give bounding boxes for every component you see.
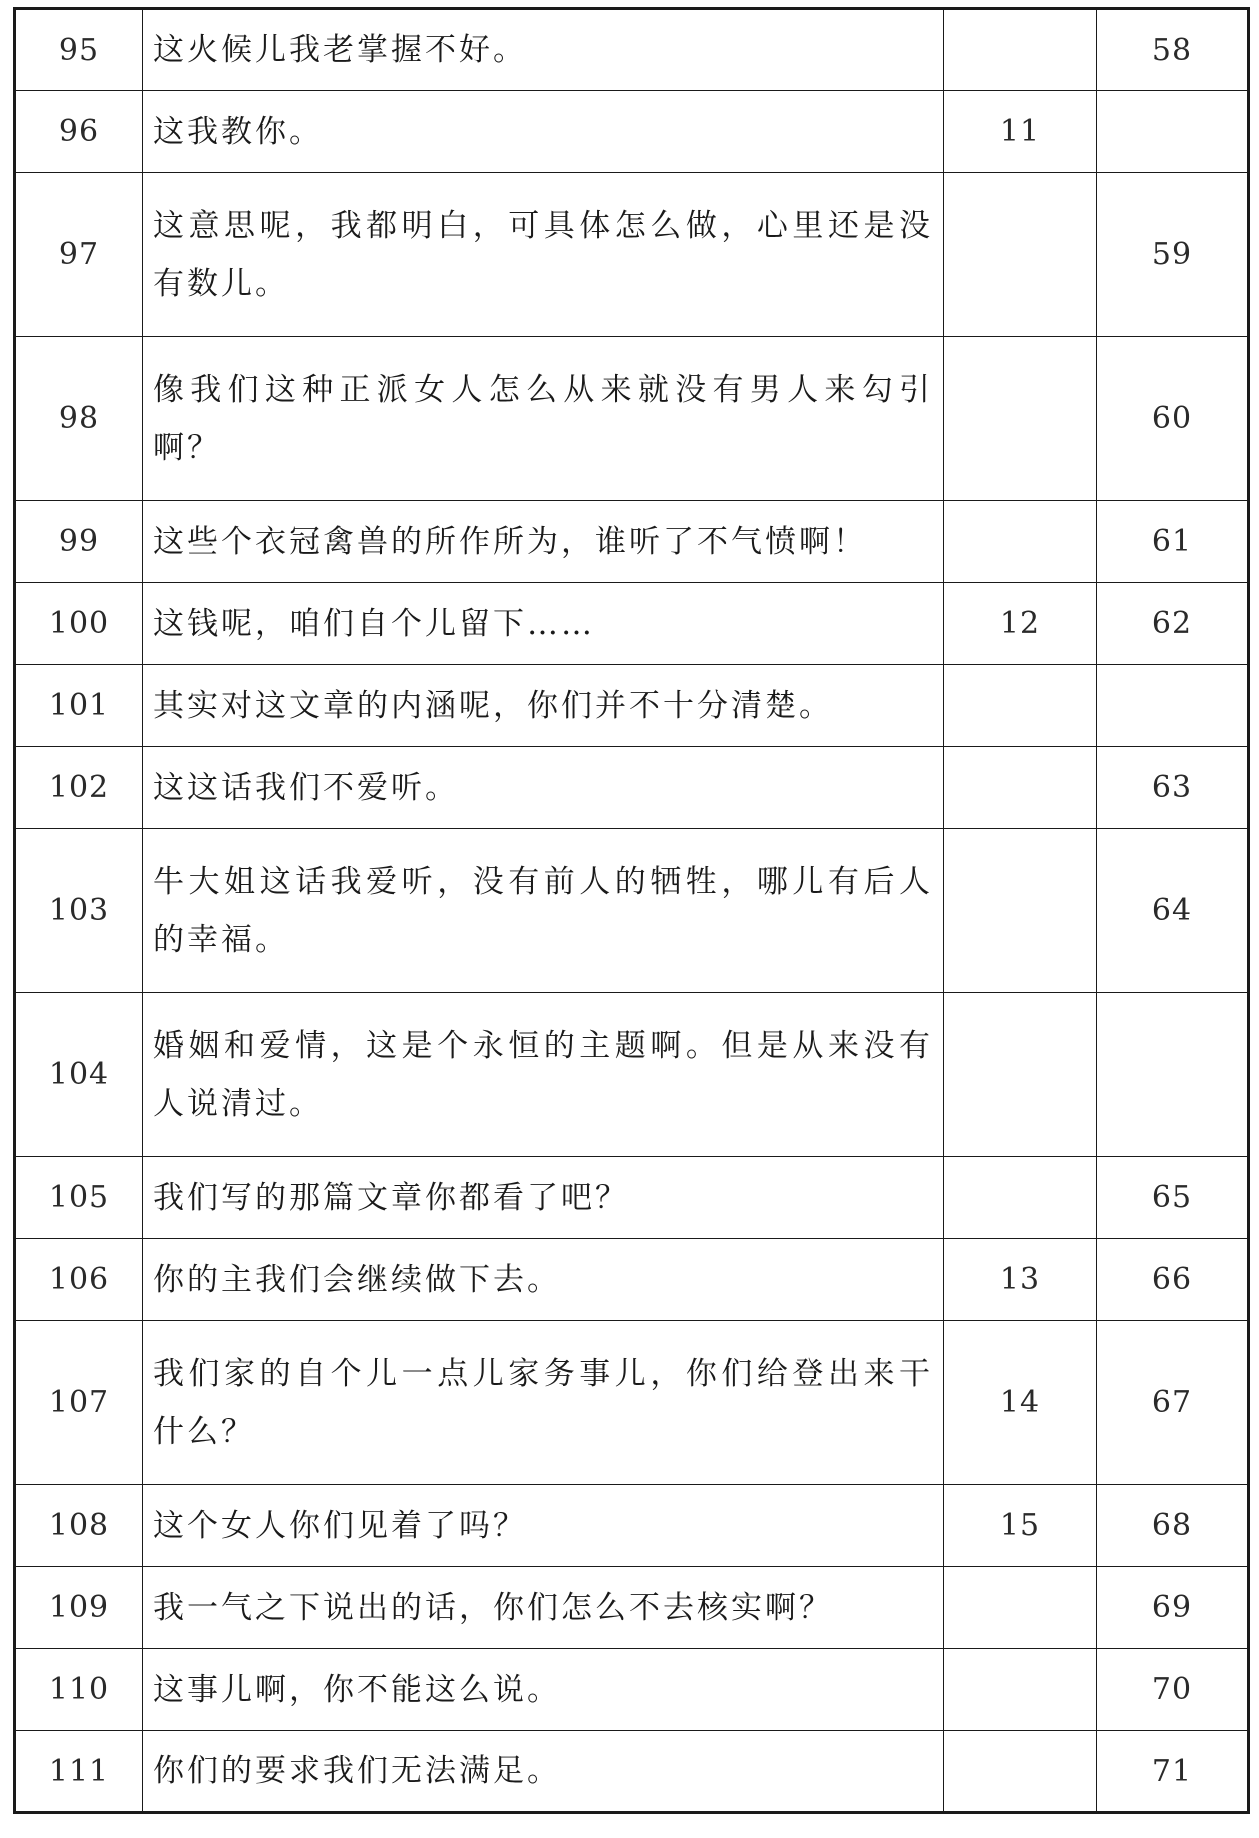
table-row bbox=[15, 665, 1249, 747]
row-value-b: 58 bbox=[1097, 9, 1249, 91]
row-value-a bbox=[944, 1157, 1097, 1239]
row-sentence: 我们写的那篇文章你都看了吧？ bbox=[143, 1157, 944, 1239]
row-sentence: 牛大姐这话我爱听，没有前人的牺牲，哪儿有后人的幸福。 bbox=[143, 829, 944, 993]
row-value-a bbox=[944, 1731, 1097, 1813]
row-sentence: 这些个衣冠禽兽的所作所为，谁听了不气愤啊！ bbox=[143, 501, 944, 583]
table-row bbox=[15, 337, 1249, 501]
row-sentence: 我一气之下说出的话，你们怎么不去核实啊？ bbox=[143, 1567, 944, 1649]
row-sentence: 这我教你。 bbox=[143, 91, 944, 173]
row-value-b: 59 bbox=[1097, 173, 1249, 337]
row-sentence: 这意思呢，我都明白，可具体怎么做，心里还是没有数儿。 bbox=[143, 173, 944, 337]
row-value-a bbox=[944, 993, 1097, 1157]
row-sentence: 这钱呢，咱们自个儿留下…… bbox=[143, 583, 944, 665]
row-sentence: 这火候儿我老掌握不好。 bbox=[143, 9, 944, 91]
row-number: 109 bbox=[15, 1567, 143, 1649]
row-value-b: 66 bbox=[1097, 1239, 1249, 1321]
table-row bbox=[15, 501, 1249, 583]
row-sentence: 我们家的自个儿一点儿家务事儿，你们给登出来干什么？ bbox=[143, 1321, 944, 1485]
row-value-a: 12 bbox=[944, 583, 1097, 665]
row-sentence: 这这话我们不爱听。 bbox=[143, 747, 944, 829]
row-value-b: 63 bbox=[1097, 747, 1249, 829]
row-value-b bbox=[1097, 91, 1249, 173]
table-row bbox=[15, 1649, 1249, 1731]
row-number: 103 bbox=[15, 829, 143, 993]
row-value-b bbox=[1097, 665, 1249, 747]
row-value-a bbox=[944, 1567, 1097, 1649]
row-number: 102 bbox=[15, 747, 143, 829]
table-row bbox=[15, 1321, 1249, 1485]
row-value-b: 64 bbox=[1097, 829, 1249, 993]
row-sentence: 像我们这种正派女人怎么从来就没有男人来勾引啊？ bbox=[143, 337, 944, 501]
table-row bbox=[15, 1567, 1249, 1649]
row-number: 99 bbox=[15, 501, 143, 583]
table-row bbox=[15, 747, 1249, 829]
row-sentence: 你的主我们会继续做下去。 bbox=[143, 1239, 944, 1321]
row-value-a bbox=[944, 747, 1097, 829]
row-value-b: 67 bbox=[1097, 1321, 1249, 1485]
row-value-a: 15 bbox=[944, 1485, 1097, 1567]
row-value-a: 13 bbox=[944, 1239, 1097, 1321]
row-sentence: 这个女人你们见着了吗？ bbox=[143, 1485, 944, 1567]
row-value-b: 70 bbox=[1097, 1649, 1249, 1731]
row-value-b: 71 bbox=[1097, 1731, 1249, 1813]
row-value-a bbox=[944, 829, 1097, 993]
row-value-b: 65 bbox=[1097, 1157, 1249, 1239]
row-number: 105 bbox=[15, 1157, 143, 1239]
table-row bbox=[15, 1239, 1249, 1321]
row-number: 104 bbox=[15, 993, 143, 1157]
table-row bbox=[15, 993, 1249, 1157]
row-value-a bbox=[944, 501, 1097, 583]
table-row bbox=[15, 1485, 1249, 1567]
row-number: 110 bbox=[15, 1649, 143, 1731]
row-sentence: 其实对这文章的内涵呢，你们并不十分清楚。 bbox=[143, 665, 944, 747]
row-value-a bbox=[944, 665, 1097, 747]
row-sentence: 你们的要求我们无法满足。 bbox=[143, 1731, 944, 1813]
row-value-a bbox=[944, 173, 1097, 337]
row-value-b: 62 bbox=[1097, 583, 1249, 665]
row-value-b: 69 bbox=[1097, 1567, 1249, 1649]
row-number: 107 bbox=[15, 1321, 143, 1485]
row-value-a bbox=[944, 337, 1097, 501]
table-row bbox=[15, 829, 1249, 993]
row-value-b bbox=[1097, 993, 1249, 1157]
row-value-b: 61 bbox=[1097, 501, 1249, 583]
row-number: 100 bbox=[15, 583, 143, 665]
row-value-a: 14 bbox=[944, 1321, 1097, 1485]
table-row bbox=[15, 9, 1249, 91]
data-table bbox=[13, 7, 1250, 1814]
table-row bbox=[15, 173, 1249, 337]
table-row bbox=[15, 91, 1249, 173]
row-number: 98 bbox=[15, 337, 143, 501]
row-sentence: 这事儿啊，你不能这么说。 bbox=[143, 1649, 944, 1731]
row-sentence: 婚姻和爱情，这是个永恒的主题啊。但是从来没有人说清过。 bbox=[143, 993, 944, 1157]
table-row bbox=[15, 583, 1249, 665]
row-value-b: 60 bbox=[1097, 337, 1249, 501]
row-number: 111 bbox=[15, 1731, 143, 1813]
row-number: 97 bbox=[15, 173, 143, 337]
table-row bbox=[15, 1157, 1249, 1239]
row-value-a: 11 bbox=[944, 91, 1097, 173]
table-row bbox=[15, 1731, 1249, 1813]
data-table-container bbox=[13, 7, 1247, 1814]
row-value-a bbox=[944, 1649, 1097, 1731]
row-number: 106 bbox=[15, 1239, 143, 1321]
row-number: 96 bbox=[15, 91, 143, 173]
row-value-b: 68 bbox=[1097, 1485, 1249, 1567]
row-value-a bbox=[944, 9, 1097, 91]
row-number: 108 bbox=[15, 1485, 143, 1567]
row-number: 95 bbox=[15, 9, 143, 91]
row-number: 101 bbox=[15, 665, 143, 747]
